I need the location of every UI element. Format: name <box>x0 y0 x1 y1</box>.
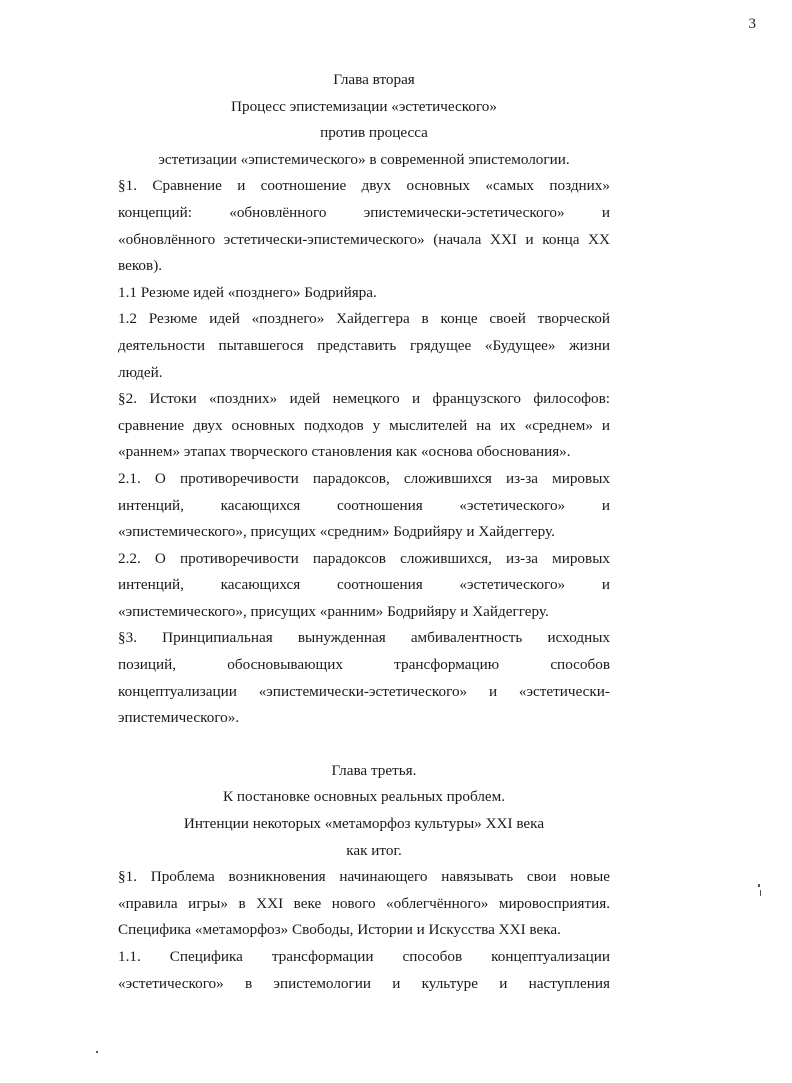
text-line: «эстетического» в эпистемологии и культуре и наступления <box>118 974 610 992</box>
text-line: 1.2 Резюме идей «позднего» Хайдеггера в конце своей творческой <box>118 310 610 328</box>
text-line: 2.2. О противоречивости парадоксов сложившихся, из-за мировых <box>118 549 610 567</box>
section-spacer <box>118 732 610 758</box>
chapter-two-title-line-3: эстетизации «эпистемического» в современной эпистемологии. <box>158 150 570 168</box>
chapter-two <box>118 67 610 732</box>
text-line: веков). <box>118 257 163 275</box>
text-line: 1.1. Специфика трансформации способов концептуализации <box>118 948 610 965</box>
text-line: концепций: «обновлённого эпистемически-эстетического» и <box>118 203 610 221</box>
text-line: деятельности пытавшегося представить грядущее «Будущее» жизни <box>118 336 610 354</box>
scan-speck <box>760 890 761 896</box>
document-body <box>118 67 610 997</box>
chapter-three-title-line-3: как итог. <box>346 841 402 859</box>
text-line: §2. Истоки «поздних» идей немецкого и французского философов: <box>118 390 610 408</box>
chapter-three <box>118 758 610 997</box>
text-line: людей. <box>118 363 163 381</box>
chapter-two-title-line-1: Процесс эпистемизации «эстетического» <box>231 97 497 115</box>
subsection-1-2 <box>118 306 610 386</box>
subsection-2-2 <box>118 546 610 626</box>
text-line: сравнение двух основных подходов у мыслителей на их «среднем» и <box>118 416 610 434</box>
text-line: «раннем» этапах творческого становления как «основа обоснования». <box>118 443 571 461</box>
text-line: позиций, обосновывающих трансформацию способов <box>118 656 610 674</box>
chapter-three-section-1 <box>118 864 610 944</box>
text-line: концептуализации «эпистемически-эстетического» и «эстетически- <box>118 682 610 700</box>
text-line: 2.1. О противоречивости парадоксов, сложившихся из-за мировых <box>118 469 610 487</box>
text-line: «эпистемического», присущих «ранним» Бодрийяру и Хайдеггеру. <box>118 602 549 620</box>
chapter-three-title-line-1: К постановке основных реальных проблем. <box>222 788 506 806</box>
section-1-paragraph <box>118 173 610 279</box>
text-line: «обновлённого эстетически-эпистемического» (начала XXI и конца XX <box>118 230 610 248</box>
scan-speck <box>758 884 760 887</box>
text-line: §1. Проблема возникновения начинающего навязывать свои новые <box>118 868 610 886</box>
text-line: Специфика «метаморфоз» Свободы, Истории и Искусства XXI века. <box>118 921 561 939</box>
text-line: §1. Сравнение и соотношение двух основных «самых поздних» <box>118 177 610 195</box>
text-line: «эпистемического», присущих «средним» Бодрийяру и Хайдеггеру. <box>118 523 555 541</box>
chapter-three-title-line-2: Интенции некоторых «метаморфоз культуры» XXI века <box>183 815 545 833</box>
text-line: интенций, касающихся соотношения «эстетического» и <box>118 496 610 514</box>
text-line: «правила игры» в XXI веке нового «облегчённого» мировосприятия. <box>118 894 610 912</box>
scan-speck <box>96 1051 98 1053</box>
chapter-three-subsection-1-1 <box>118 944 610 997</box>
text-line: §3. Принципиальная вынужденная амбивалентность исходных <box>118 629 610 647</box>
chapter-three-heading: Глава третья. <box>331 761 417 779</box>
section-3-paragraph <box>118 625 610 731</box>
section-2-paragraph <box>118 386 610 466</box>
subsection-1-1: 1.1 Резюме идей «позднего» Бодрийяра. <box>118 283 377 301</box>
subsection-2-1 <box>118 466 610 546</box>
chapter-two-heading: Глава вторая <box>333 71 415 88</box>
chapter-two-title-line-2: против процесса <box>320 124 428 142</box>
page-number: 3 <box>748 16 756 32</box>
text-line: интенций, касающихся соотношения «эстетического» и <box>118 576 610 594</box>
text-line: эпистемического». <box>118 709 240 727</box>
